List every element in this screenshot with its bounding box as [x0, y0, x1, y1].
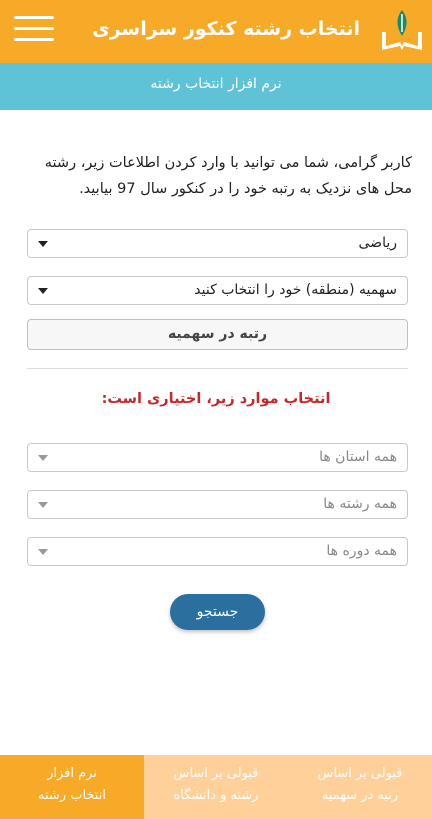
nav-item-line1: قبولی بر اساس	[317, 766, 403, 781]
nav-item-line1: قبولی بر اساس	[173, 766, 259, 781]
group-select[interactable]	[27, 229, 408, 258]
dropdown-arrow-icon	[38, 549, 48, 555]
group-select-value: ریاضی	[358, 235, 397, 251]
dropdown-arrow-icon	[38, 241, 48, 247]
dropdown-arrow-icon	[38, 455, 48, 461]
nav-item-field-university[interactable]	[144, 755, 288, 819]
dropdown-arrow-icon	[38, 288, 48, 294]
search-button[interactable]: جستجو	[170, 594, 265, 630]
field-select-value: همه رشته ها	[323, 496, 397, 512]
divider	[27, 368, 408, 369]
quota-select-value: سهمیه (منطقه) خود را انتخاب کنید	[194, 282, 397, 298]
course-select-value: همه دوره ها	[326, 543, 397, 559]
field-select[interactable]	[27, 490, 408, 519]
dropdown-arrow-icon	[38, 502, 48, 508]
province-select-value: همه استان ها	[319, 449, 397, 465]
quota-select[interactable]	[27, 276, 408, 305]
nav-item-rank-acceptance[interactable]	[288, 755, 432, 819]
bottom-nav	[0, 755, 432, 819]
nav-item-line1: نرم افزار	[47, 766, 97, 781]
nav-item-line2: انتخاب رشته	[38, 788, 106, 803]
subheader-title: نرم افزار انتخاب رشته	[150, 76, 282, 92]
nav-item-selection-software[interactable]	[0, 755, 144, 819]
rank-input[interactable]: رتبه در سهمیه	[27, 319, 408, 350]
app-header	[0, 0, 432, 63]
hamburger-menu-icon[interactable]	[14, 16, 54, 42]
app-title: انتخاب رشته کنکور سراسری	[92, 18, 360, 40]
nav-item-line2: رتبه در سهمیه	[321, 788, 399, 803]
subheader-bar	[0, 63, 432, 110]
intro-text: کاربر گرامی، شما می توانید با وارد کردن اطلاعات زیر، رشته محل های نزدیک به رتبه خود را در کنکور سال 97 بیابید.	[44, 155, 412, 197]
nav-item-line2: رشته و دانشگاه	[173, 788, 259, 803]
course-select[interactable]	[27, 537, 408, 566]
optional-label: انتخاب موارد زیر، اختیاری است:	[101, 391, 331, 407]
province-select[interactable]	[27, 443, 408, 472]
book-logo-icon	[378, 6, 426, 54]
